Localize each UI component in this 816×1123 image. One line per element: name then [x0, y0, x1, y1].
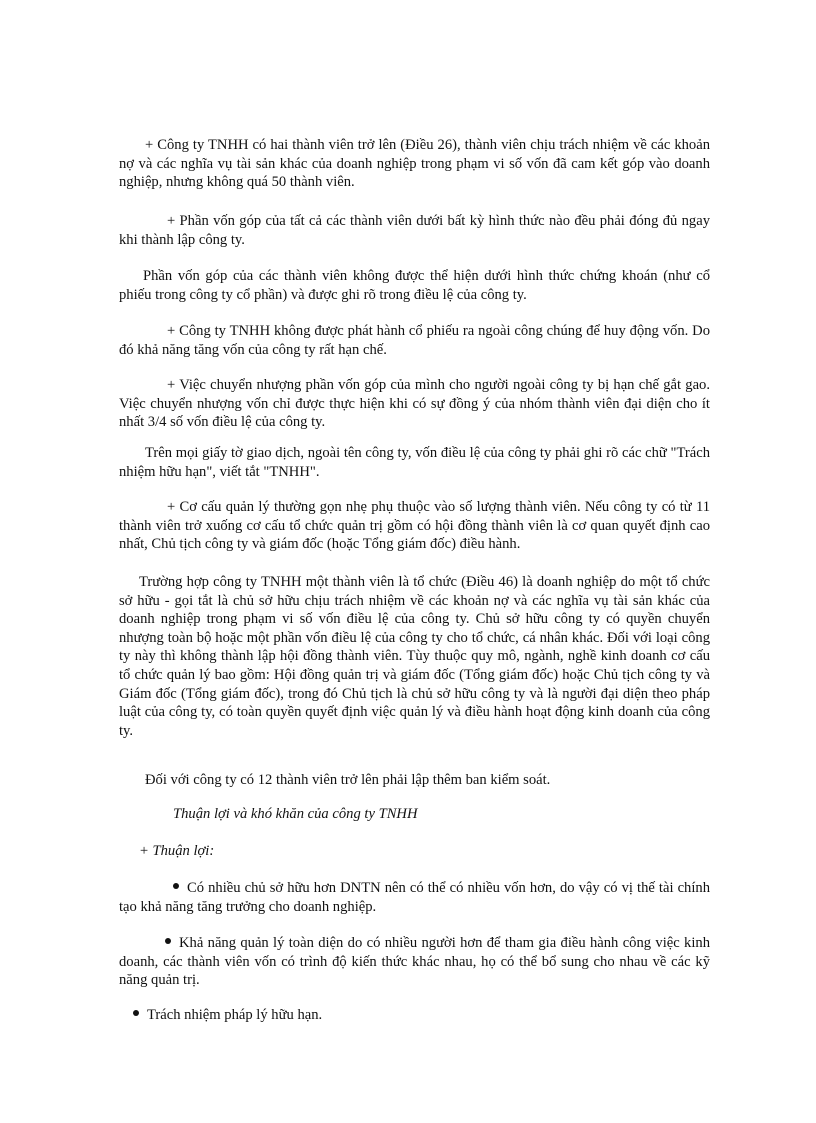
- bullet-icon: [165, 938, 171, 944]
- bullet-text-3: Trách nhiệm pháp lý hữu hạn.: [147, 1007, 323, 1023]
- section-heading: Thuận lợi và khó khăn của công ty TNHH: [173, 806, 418, 822]
- paragraph-9: Đối với công ty có 12 thành viên trở lên phải lập thêm ban kiểm soát.: [145, 772, 551, 788]
- bullet-icon: [133, 1010, 139, 1016]
- subheading-advantages: + Thuận lợi:: [139, 843, 215, 859]
- paragraph-1: + Công ty TNHH có hai thành viên trở lên (Điều 26), thành viên chịu trách nhiệm về các khoản nợ và các nghĩa vụ tài sản khác của doanh nghiệp trong phạm vi số vốn đã cam kết góp vào doanh nghiệp, nhưng không quá 50 thành viên.: [119, 137, 710, 191]
- paragraph-7: + Cơ cấu quản lý thường gọn nhẹ phụ thuộc vào số lượng thành viên. Nếu công ty có từ 11 thành viên trở xuống cơ cấu tổ chức quản trị gồm có hội đồng thành viên là cơ quan quyết định cao nhất, Chủ tịch công ty và giám đốc (hoặc Tổng giám đốc) điều hành.: [119, 499, 710, 553]
- paragraph-4: + Công ty TNHH không được phát hành cổ phiếu ra ngoài công chúng để huy động vốn. Do đó khả năng tăng vốn của công ty rất hạn chế.: [119, 323, 710, 358]
- bullet-text-1: Có nhiều chủ sở hữu hơn DNTN nên có thể có nhiều vốn hơn, do vậy có vị thế tài chính tạo khả năng tăng trưởng cho doanh nghiệp.: [119, 880, 710, 915]
- paragraph-3: Phần vốn góp của các thành viên không được thể hiện dưới hình thức chứng khoán (như cổ phiếu trong công ty cổ phần) và được ghi rõ trong điều lệ của công ty.: [119, 268, 710, 303]
- bullet-item-2: [119, 934, 710, 990]
- paragraph-5: + Việc chuyển nhượng phần vốn góp của mình cho người ngoài công ty bị hạn chế gắt gao. Việc chuyển nhượng vốn chỉ được thực hiện khi có sự đồng ý của nhóm thành viên đại diện cho ít nhất 3/4 số vốn điều lệ của công ty.: [119, 377, 710, 431]
- bullet-item-1: [119, 879, 710, 916]
- bullet-item-3: [119, 1006, 710, 1025]
- paragraph-8: Trường hợp công ty TNHH một thành viên là tổ chức (Điều 46) là doanh nghiệp do một tổ chức sở hữu - gọi tắt là chủ sở hữu chịu trách nhiệm về các khoản nợ và các nghĩa vụ tài sản khác của doanh nghiệp trong phạm vi số vốn điều lệ của công ty. Chủ sở hữu công ty có quyền chuyển nhượng toàn bộ hoặc một phần vốn điều lệ của công ty cho tổ chức, cá nhân khác. Đối với loại công ty này thì không thành lập hội đồng thành viên. Tùy thuộc quy mô, ngành, nghề kinh doanh cơ cấu tổ chức quản lý bao gồm: Hội đồng quản trị và giám đốc (Tổng giám đốc) hoặc Chủ tịch công ty và Giám đốc (Tổng giám đốc), trong đó Chủ tịch là chủ sở hữu công ty và là người đại diện theo pháp luật của công ty, có toàn quyền quyết định việc quản lý và điều hành hoạt động kinh doanh của công ty.: [119, 574, 710, 739]
- paragraph-2: + Phần vốn góp của tất cả các thành viên dưới bất kỳ hình thức nào đều phải đóng đủ ngay khi thành lập công ty.: [119, 213, 710, 248]
- paragraph-6: Trên mọi giấy tờ giao dịch, ngoài tên công ty, vốn điều lệ của công ty phải ghi rõ các chữ "Trách nhiệm hữu hạn", viết tắt "TNHH".: [119, 445, 710, 480]
- bullet-icon: [173, 883, 179, 889]
- bullet-text-2: Khả năng quản lý toàn diện do có nhiều người hơn để tham gia điều hành công việc kinh doanh, các thành viên vốn có trình độ kiến thức khác nhau, họ có thể bổ sung cho nhau về các kỹ năng quản trị.: [119, 935, 710, 989]
